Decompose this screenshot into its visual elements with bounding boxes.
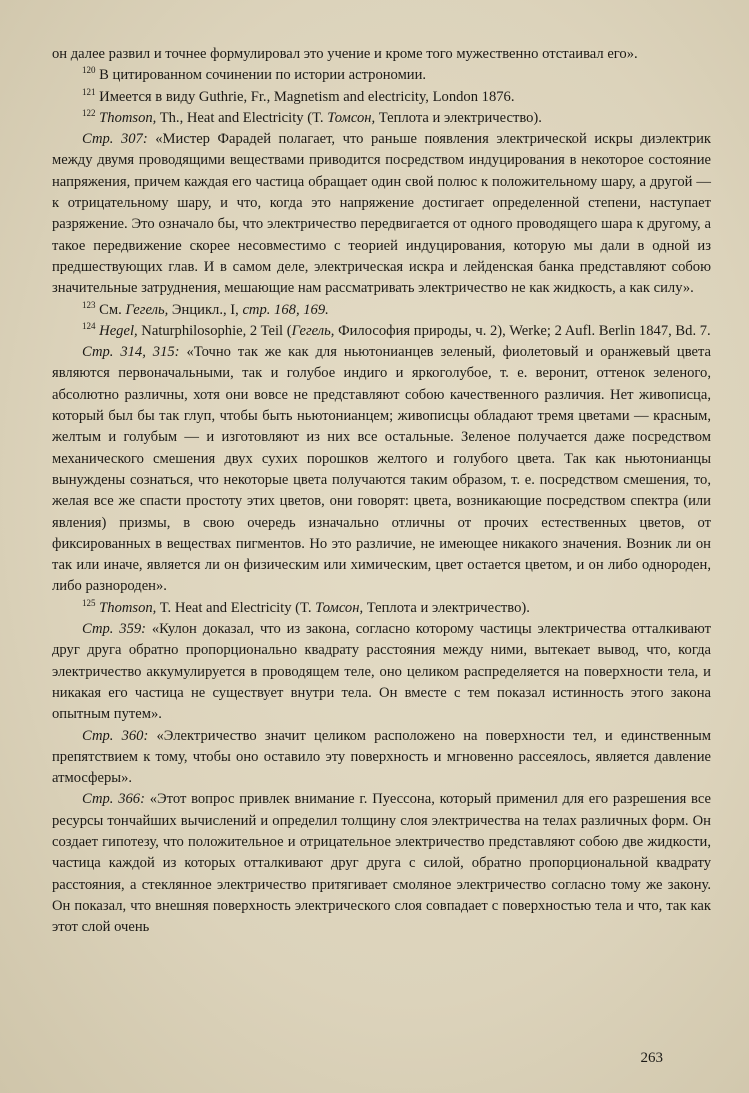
- footnote-number: 122: [82, 108, 96, 119]
- footnote-text: См.: [99, 301, 126, 318]
- quote-paragraph: [52, 619, 711, 725]
- footnote-number: 125: [82, 597, 96, 608]
- continued-paragraph: [52, 44, 711, 65]
- paragraph-text: он далее развил и точнее формулировал это учение и кроме того мужественно отстаивал его».: [52, 46, 638, 62]
- page-text: [52, 44, 711, 938]
- footnote: [52, 87, 711, 108]
- quote-paragraph: [52, 129, 711, 299]
- footnote-number: 124: [82, 321, 96, 331]
- page-reference: Стр. 359:: [82, 621, 147, 638]
- footnote-text: Теплота и электричество).: [363, 599, 530, 616]
- author-name: Томсон,: [315, 599, 364, 616]
- footnote-number: 123: [82, 299, 96, 310]
- paragraph-text: «Этот вопрос привлек внимание г. Пуессона, который применил для его разрешения все ресурсы тончайших вычислений и определил толщину слоя электричества на телах различных форм. Он создает гипотезу, что положительное и отрицательное электричество представляют собою две жидкости, частица каждой из которых отталкивают друг друга с силой, обратно пропорциональной квадрату расстояния, а стеклянное электричество притягивает смоляное электричество согласно тому же закону. Он показал, что внешняя поверхность электрического слоя совпадает с поверхностью тела и что, так как этот слой очень: [52, 791, 711, 936]
- footnote: [52, 598, 711, 619]
- page-reference: Стр. 307:: [82, 131, 148, 148]
- footnote: [52, 108, 711, 129]
- paragraph-text: «Электричество значит целиком расположено на поверхности тел, и единственным препятствием к тому, чтобы оно оставило эту поверхность и мгновенно рассеялось, является давление атмосферы».: [52, 727, 711, 787]
- footnote: [52, 300, 711, 321]
- footnote-number: 120: [82, 65, 96, 76]
- footnote-number: 121: [82, 86, 96, 97]
- footnote-text: Naturphilosophie, 2 Teil (: [137, 322, 292, 339]
- footnote-text: Энцикл., I,: [168, 301, 243, 318]
- footnote: [52, 321, 711, 342]
- author-name: Hegel,: [99, 322, 138, 339]
- author-name: Гегель,: [125, 301, 169, 318]
- paragraph-text: «Кулон доказал, что из закона, согласно которому частицы электричества отталкивают друг друга обратно пропорционально квадрату расстояния между ними, вытекает вывод, что, когда электричество аккумулируется в проводящем теле, оно целиком распределяется на поверхности тела, и никакая его частица не существует внутри тела. Он вместе с тем показал истинность этого закона опытным путем».: [52, 621, 711, 723]
- footnote-text: T. Heat and Electricity (T.: [156, 599, 316, 616]
- author-name: Гегель,: [291, 322, 335, 339]
- footnote-text: Теплота и электричество).: [375, 109, 542, 126]
- paragraph-text: Имеется в виду Guthrie, Fr., Magnetism and electricity, London 1876.: [99, 88, 515, 105]
- page-number: 263: [640, 1050, 663, 1066]
- quote-paragraph: [52, 726, 711, 790]
- footnote-text: Th., Heat and Electricity (T.: [156, 109, 328, 126]
- page-reference: стр. 168, 169.: [242, 301, 329, 318]
- paragraph-text: «Мистер Фарадей полагает, что раньше появления электрической искры диэлектрик между двумя проводящими веществами приводится посредством индуцирования в некоторое состояние напряжения, причем каждая его частица обращает один свой полюс к положительному шару, а другой — к отрицательному шару, и что, когда это напряжение достигает определенной степени, наступает разряжение. Это означало бы, что электричество передвигается от одного проводящего шара к другому, а такое передвижение скорее несовместимо с теорией индуцирования, которую мы дали в одной из предшествующих глав. И в самом деле, электрическая искра и лейденская банка представляют собою значительные затруднения, мешающие нам рассматривать электричество не как жидкость, а как силу».: [52, 131, 711, 297]
- footnote: [52, 65, 711, 86]
- author-name: Thomson,: [99, 109, 157, 126]
- page-reference: Стр. 360:: [82, 727, 149, 744]
- quote-paragraph: [52, 342, 711, 598]
- footnote-text: Философия природы, ч. 2), Werke; 2 Aufl. Berlin 1847, Bd. 7.: [334, 322, 711, 339]
- author-name: Томсон,: [327, 109, 376, 126]
- page-reference: Стр. 366:: [82, 791, 145, 808]
- page-reference: Стр. 314, 315:: [82, 344, 180, 361]
- author-name: Thomson,: [99, 599, 157, 616]
- quote-paragraph: [52, 789, 711, 938]
- paragraph-text: «Точно так же как для ньютонианцев зеленый, фиолетовый и оранжевый цвета являются первоначальными, так и голубое индиго и яркоголубое, т. е. веронит, оттенок зеленого, абсолютно различны, хотя они вовсе не представляют собою качественного различия. Нет живописца, который был бы так глуп, чтобы быть ньютонианцем; живописцы обладают тремя цветами — красным, желтым и голубым — и изготовляют из них все остальные. Зеленое получается даже посредством механического смешения двух сухих порошков желтого и голубого цвета. Так как ньютонианцы вынуждены сознаться, что некоторые цвета получаются таким образом, т. е. посредством смешения, то, желая все же спасти простоту этих цветов, они говорят: цвета, возникающие посредством спектра (или явления) призмы, в свою очередь изначально отличны от прочих естественных цветов, от фиксированных в веществах пигментов. Но это различие, не имеющее никакого значения. Возник ли он так или иначе, является ли он физическим или химическим, цвет остается цветом, и он либо однороден, либо разнороден».: [52, 344, 712, 595]
- paragraph-text: В цитированном сочинении по истории астрономии.: [99, 67, 427, 84]
